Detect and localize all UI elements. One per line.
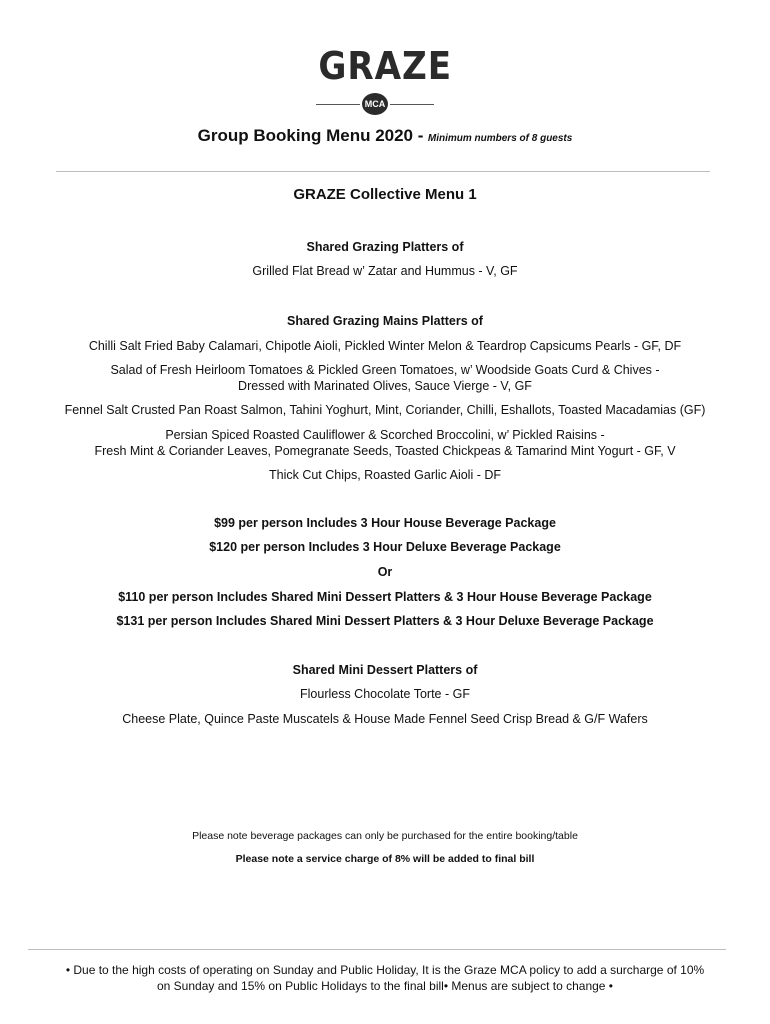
mains-heading: Shared Grazing Mains Platters of bbox=[287, 314, 483, 328]
main-item-continued: Dressed with Marinated Olives, Sauce Vierge - V, GF bbox=[238, 379, 532, 393]
dessert-heading: Shared Mini Dessert Platters of bbox=[292, 663, 478, 677]
main-item: Persian Spiced Roasted Cauliflower & Scorched Broccolini, w’ Pickled Raisins - bbox=[165, 428, 605, 442]
page-subtitle: Minimum numbers of 8 guests bbox=[427, 133, 573, 144]
price-separator: Or bbox=[377, 565, 393, 579]
logo-badge: MCA bbox=[362, 93, 388, 115]
service-charge-note: Please note a service charge of 8% will be added to final bill bbox=[235, 853, 535, 865]
graze-logo bbox=[0, 44, 770, 88]
main-item: Thick Cut Chips, Roasted Garlic Aioli - DF bbox=[268, 468, 501, 482]
price-option: $120 per person Includes 3 Hour Deluxe Beverage Package bbox=[209, 540, 561, 554]
page-title bbox=[0, 126, 770, 146]
page-title-main: Group Booking Menu 2020 - bbox=[197, 126, 424, 145]
price-option: $131 per person Includes Shared Mini Dessert Platters & 3 Hour Deluxe Beverage Package bbox=[116, 614, 654, 628]
logo-rule-right bbox=[390, 104, 434, 105]
beverage-note: Please note beverage packages can only be purchased for the entire booking/table bbox=[192, 830, 578, 842]
main-item: Chilli Salt Fried Baby Calamari, Chipotle Aioli, Pickled Winter Melon & Teardrop Capsicums Pearls - GF, DF bbox=[88, 339, 682, 353]
dessert-item: Cheese Plate, Quince Paste Muscatels & House Made Fennel Seed Crisp Bread & G/F Wafers bbox=[122, 712, 648, 726]
footer-surcharge-note: • Due to the high costs of operating on Sunday and Public Holiday, It is the Graze MCA policy to add a surcharge of 10% bbox=[65, 963, 705, 977]
header-divider bbox=[56, 171, 710, 172]
price-option: $99 per person Includes 3 Hour House Beverage Package bbox=[214, 516, 556, 530]
logo-wordmark: GRAZE bbox=[318, 44, 452, 88]
logo-rule-left bbox=[316, 104, 360, 105]
footer-divider bbox=[28, 949, 726, 950]
price-option: $110 per person Includes Shared Mini Dessert Platters & 3 Hour House Beverage Package bbox=[118, 590, 652, 604]
main-item: Fennel Salt Crusted Pan Roast Salmon, Tahini Yoghurt, Mint, Coriander, Chilli, Eshallots, Toasted Macadamias (GF) bbox=[64, 403, 706, 417]
menu-title: GRAZE Collective Menu 1 bbox=[293, 186, 477, 203]
main-item-continued: Fresh Mint & Coriander Leaves, Pomegranate Seeds, Toasted Chickpeas & Tamarind Mint Yogurt - GF, V bbox=[94, 444, 676, 458]
dessert-item: Flourless Chocolate Torte - GF bbox=[300, 687, 470, 701]
main-item: Salad of Fresh Heirloom Tomatoes & Pickled Green Tomatoes, w’ Woodside Goats Curd & Chives - bbox=[110, 363, 660, 377]
starters-heading: Shared Grazing Platters of bbox=[306, 240, 464, 254]
footer-surcharge-note-continued: on Sunday and 15% on Public Holidays to the final bill• Menus are subject to change • bbox=[156, 979, 614, 993]
starter-item: Grilled Flat Bread w’ Zatar and Hummus - V, GF bbox=[252, 264, 518, 278]
